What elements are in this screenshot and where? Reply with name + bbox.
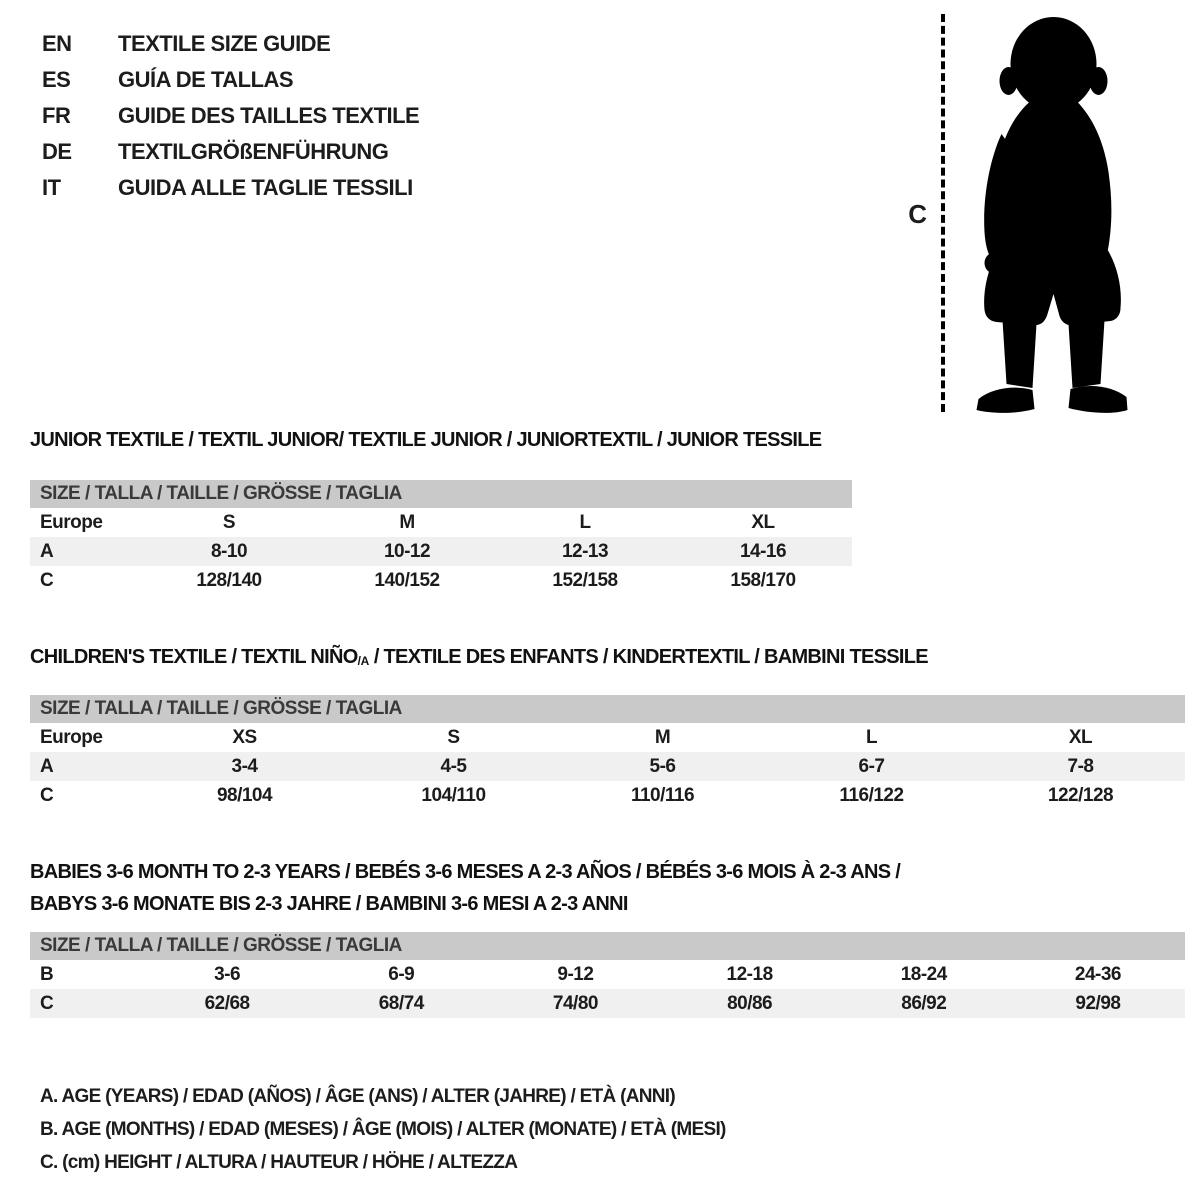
size-cell: 98/104: [216, 784, 273, 806]
size-table-row: [30, 537, 852, 566]
size-cell: 5-6: [649, 755, 676, 777]
size-cell: M: [399, 511, 415, 533]
row-label: C: [40, 992, 54, 1014]
size-cell: 3-6: [214, 963, 241, 985]
size-cell: M: [654, 726, 671, 748]
size-cell: L: [579, 511, 591, 533]
language-code: DE: [42, 139, 72, 164]
size-cell: 80/86: [727, 992, 773, 1014]
section-children-textile: [30, 645, 1200, 810]
size-cell: 62/68: [204, 992, 250, 1014]
size-cell: 12-13: [561, 540, 609, 562]
size-cell: 12-18: [726, 963, 773, 985]
children-size-table: [30, 695, 1185, 810]
size-table-row: [30, 752, 1185, 781]
height-measure-figure: [908, 14, 1146, 414]
size-header-bar: SIZE / TALLA / TAILLE / GRÖSSE / TAGLIA: [30, 695, 1185, 723]
language-title-list: [42, 26, 419, 206]
section-title: [30, 645, 1200, 673]
guide-title: TEXTILE SIZE GUIDE: [118, 31, 331, 56]
size-header-bar: SIZE / TALLA / TAILLE / GRÖSSE / TAGLIA: [30, 932, 1185, 960]
size-cell: 6-7: [858, 755, 885, 777]
note-b: B. AGE (MONTHS) / EDAD (MESES) / ÂGE (MOIS) / ALTER (MONATE) / ETÀ (MESI): [40, 1119, 726, 1140]
size-cell: 158/170: [730, 569, 796, 591]
size-cell: 92/98: [1075, 992, 1121, 1014]
size-cell: 3-4: [231, 755, 258, 777]
section-title: JUNIOR TEXTILE / TEXTIL JUNIOR/ TEXTILE JUNIOR / JUNIORTEXTIL / JUNIOR TESSILE: [30, 429, 822, 451]
size-cell: 110/116: [630, 784, 695, 806]
size-cell: 10-12: [383, 540, 431, 562]
guide-title: GUIDE DES TAILLES TEXTILE: [118, 103, 420, 128]
header-area: [0, 0, 1200, 428]
size-cell: 7-8: [1067, 755, 1094, 777]
junior-table-rows: [30, 508, 852, 595]
legend-notes: [40, 1080, 1200, 1179]
section-title: [30, 856, 1200, 920]
children-table-rows: [30, 723, 1185, 810]
language-code: FR: [42, 103, 71, 128]
size-cell: 14-16: [739, 540, 787, 562]
size-cell: S: [447, 726, 460, 748]
size-cell: XL: [1068, 726, 1093, 748]
language-row: [42, 98, 419, 134]
babies-table-rows: [30, 960, 1185, 1018]
size-cell: 8-10: [210, 540, 248, 562]
toddler-silhouette-image: [960, 14, 1146, 414]
size-table-row: [30, 989, 1185, 1018]
size-cell: 24-36: [1074, 963, 1121, 985]
language-row: [42, 62, 419, 98]
size-cell: L: [865, 726, 878, 748]
size-table-row: [30, 723, 1185, 752]
size-header-bar: SIZE / TALLA / TAILLE / GRÖSSE / TAGLIA: [30, 480, 852, 508]
row-label: A: [40, 755, 54, 777]
measure-c-label: C: [908, 198, 927, 229]
guide-title: GUIDA ALLE TAGLIE TESSILI: [118, 175, 413, 200]
language-row: [42, 134, 419, 170]
size-table-row: [30, 566, 852, 595]
section-babies-textile: [30, 856, 1200, 1018]
size-cell: 86/92: [901, 992, 947, 1014]
section-junior-textile: [30, 428, 1200, 595]
row-label: C: [40, 569, 54, 591]
title-sub: /A: [357, 654, 369, 668]
title-line-1: BABIES 3-6 MONTH TO 2-3 YEARS / BEBÉS 3-6 MESES A 2-3 AÑOS / BÉBÉS 3-6 MOIS À 2-3 ANS /: [30, 861, 901, 883]
size-cell: 128/140: [196, 569, 262, 591]
row-label: Europe: [40, 511, 103, 533]
size-table-row: [30, 960, 1185, 989]
title-suffix: / TEXTILE DES ENFANTS / KINDERTEXTIL / BAMBINI TESSILE: [368, 646, 928, 668]
size-table-row: [30, 781, 1185, 810]
size-cell: 116/122: [839, 784, 904, 806]
size-cell: 4-5: [440, 755, 467, 777]
row-label: A: [40, 540, 54, 562]
size-cell: 122/128: [1047, 784, 1114, 806]
size-cell: XL: [751, 511, 775, 533]
language-code: IT: [42, 175, 61, 200]
size-cell: 68/74: [378, 992, 424, 1014]
size-cell: 140/152: [374, 569, 440, 591]
babies-size-table: [30, 932, 1185, 1018]
language-row: [42, 26, 419, 62]
note-a: A. AGE (YEARS) / EDAD (AÑOS) / ÂGE (ANS) / ALTER (JAHRE) / ETÀ (ANNI): [40, 1086, 675, 1107]
size-cell: 9-12: [557, 963, 594, 985]
language-code: EN: [42, 31, 72, 56]
size-cell: 6-9: [388, 963, 415, 985]
row-label: C: [40, 784, 54, 806]
language-row: [42, 170, 419, 206]
size-cell: 152/158: [552, 569, 618, 591]
guide-title: TEXTILGRÖßENFÜHRUNG: [118, 139, 389, 164]
size-cell: 18-24: [900, 963, 947, 985]
size-cell: S: [222, 511, 236, 533]
row-label: B: [40, 963, 54, 985]
height-measure-dashed-line: [941, 14, 945, 412]
size-cell: 74/80: [552, 992, 598, 1014]
junior-size-table: [30, 480, 852, 595]
row-label: Europe: [40, 726, 103, 748]
size-cell: XS: [232, 726, 257, 748]
note-c: C. (cm) HEIGHT / ALTURA / HAUTEUR / HÖHE / ALTEZZA: [40, 1152, 518, 1173]
size-cell: 104/110: [421, 784, 486, 806]
title-prefix: CHILDREN'S TEXTILE / TEXTIL NIÑO: [30, 646, 358, 668]
guide-title: GUÍA DE TALLAS: [118, 67, 294, 92]
size-table-row: [30, 508, 852, 537]
language-code: ES: [42, 67, 71, 92]
title-line-2: BABYS 3-6 MONATE BIS 2-3 JAHRE / BAMBINI 3-6 MESI A 2-3 ANNI: [30, 893, 628, 915]
